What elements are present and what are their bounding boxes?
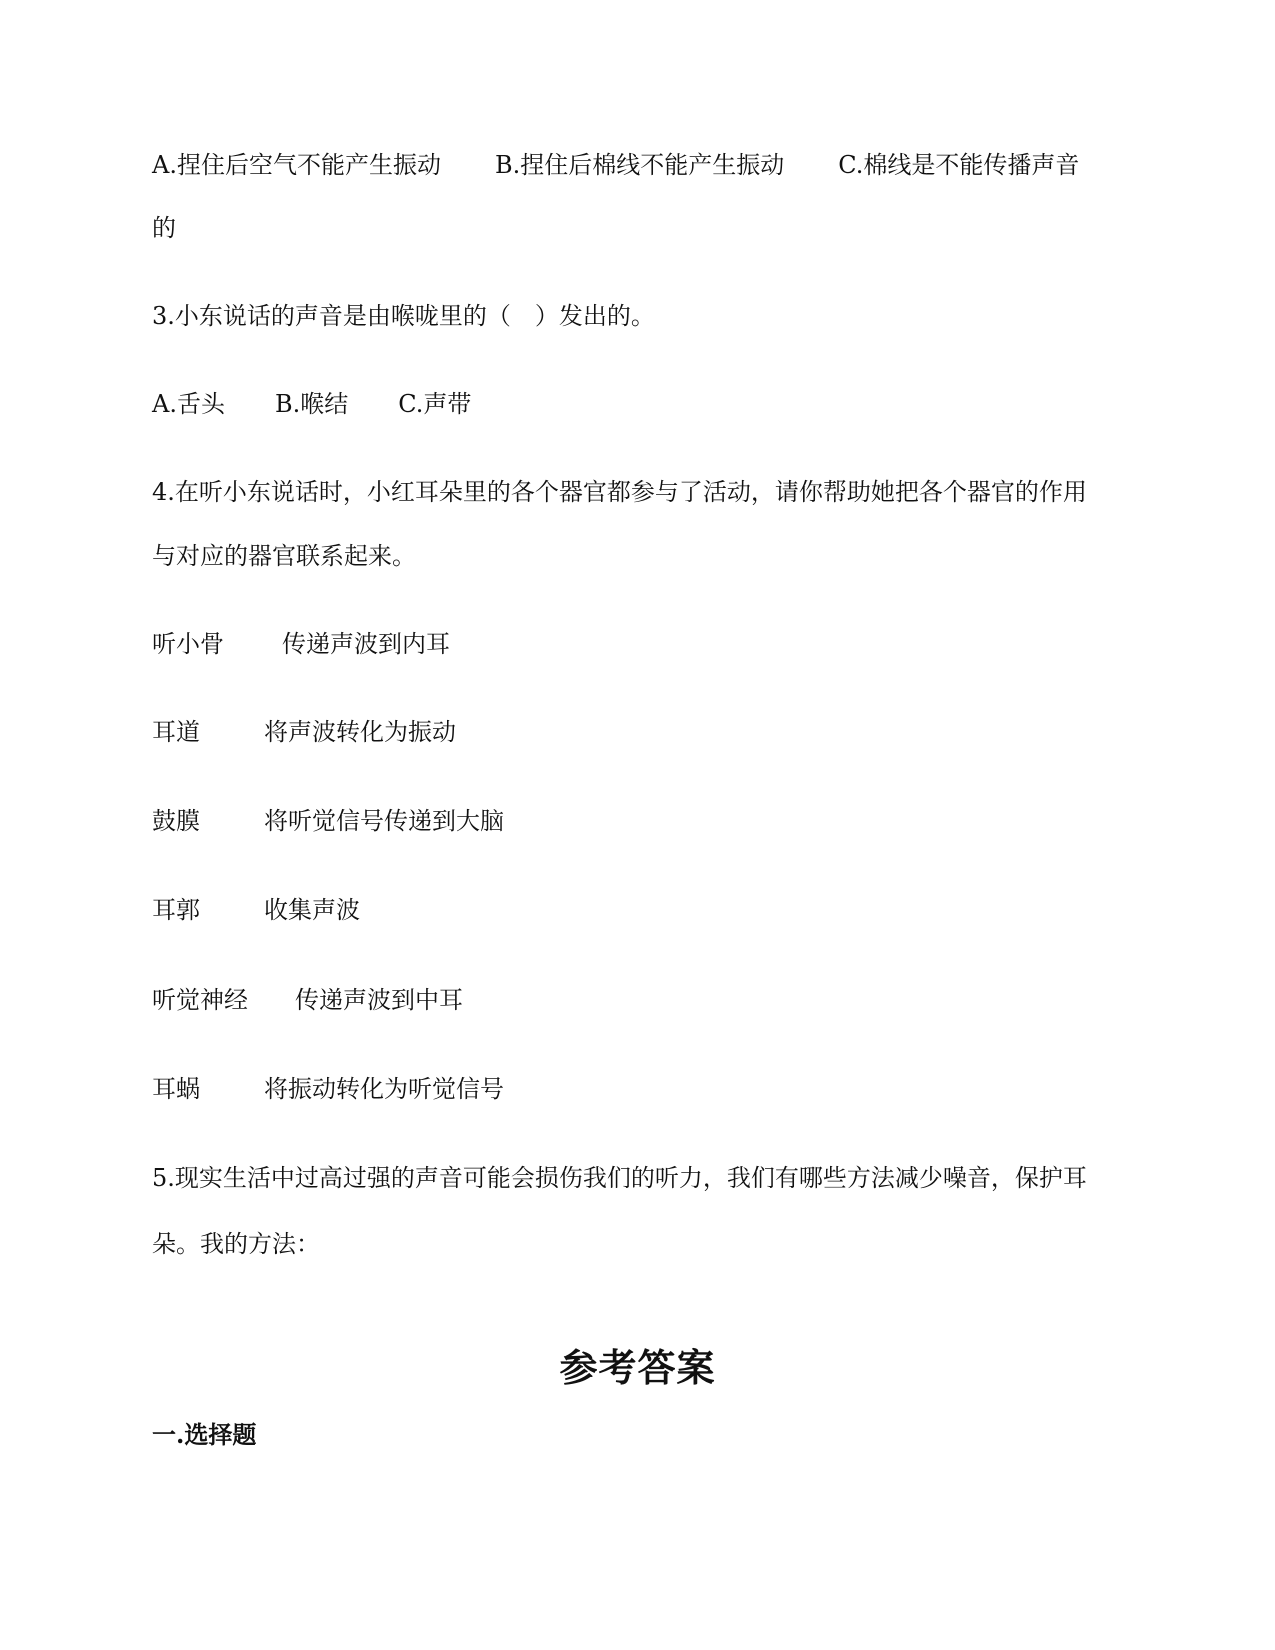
q2-option-b: B.捏住后棉线不能产生振动 (494, 151, 785, 179)
q4-stem-line1: 4.在听小东说话时，小红耳朵里的各个器官都参与了活动，请你帮助她把各个器官的作用 (152, 478, 1087, 506)
q4-organ: 耳郭 (152, 896, 200, 924)
q4-pair-row (152, 717, 456, 747)
q4-pair-row (152, 629, 450, 659)
q4-function: 传递声波到中耳 (295, 986, 463, 1014)
q4-pair-row (152, 895, 360, 925)
q4-pair-row (152, 985, 463, 1015)
q4-function: 传递声波到内耳 (282, 630, 450, 658)
q4-function: 将听觉信号传递到大脑 (264, 807, 504, 835)
answer-title: 参考答案 (559, 1345, 716, 1390)
q3-option-a: A.舌头 (152, 390, 225, 418)
q4-function: 将振动转化为听觉信号 (264, 1075, 504, 1103)
q3-stem: 3.小东说话的声音是由喉咙里的（ ）发出的。 (152, 302, 655, 330)
q3-option-b: B.喉结 (274, 390, 349, 418)
q3-options-line (152, 389, 471, 419)
q4-function: 将声波转化为振动 (264, 718, 456, 746)
q5-stem-line1: 5.现实生活中过高过强的声音可能会损伤我们的听力，我们有哪些方法减少噪音，保护耳 (152, 1164, 1087, 1192)
q4-organ: 鼓膜 (152, 807, 200, 835)
q2-option-c-continuation: 的 (152, 214, 176, 242)
q2-option-a: A.捏住后空气不能产生振动 (152, 151, 441, 179)
q4-stem-line2: 与对应的器官联系起来。 (152, 542, 416, 570)
q4-organ: 听小骨 (152, 630, 224, 658)
q3-option-c: C.声带 (398, 390, 472, 418)
q5-stem-line2: 朵。我的方法： (152, 1230, 320, 1258)
q4-pair-row (152, 806, 504, 836)
q4-organ: 耳蜗 (152, 1075, 200, 1103)
section-title-choice: 一.选择题 (152, 1420, 257, 1449)
q4-organ: 耳道 (152, 718, 200, 746)
q4-organ: 听觉神经 (152, 986, 248, 1014)
q2-options-line (152, 150, 1079, 180)
q4-function: 收集声波 (264, 896, 360, 924)
q4-pair-row (152, 1074, 504, 1104)
q2-option-c: C.棉线是不能传播声音 (838, 151, 1080, 179)
